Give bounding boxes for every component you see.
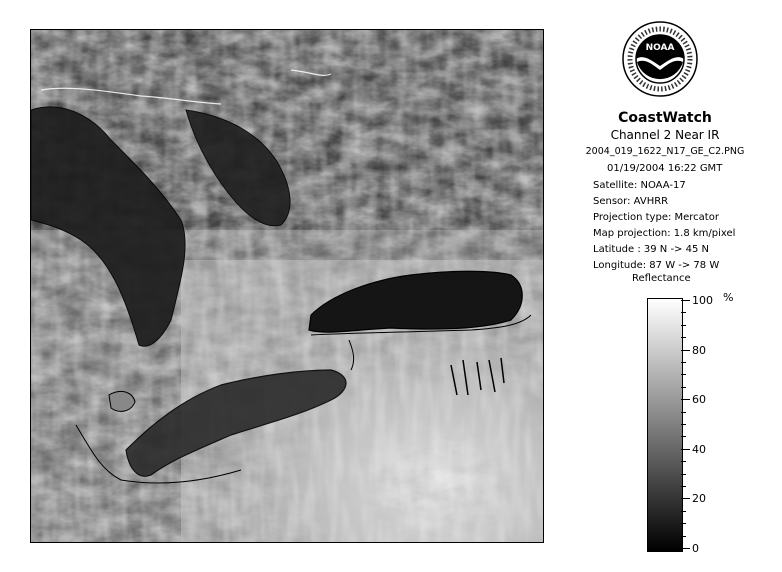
colorbar-major-tick <box>681 498 690 499</box>
sensor-info: Sensor: AVHRR <box>593 196 669 207</box>
projection-type: Projection type: Mercator <box>593 212 719 223</box>
colorbar-minor-tick <box>681 337 686 338</box>
product-name: CoastWatch <box>618 110 712 126</box>
colorbar-minor-tick <box>681 486 686 487</box>
legend-title: Reflectance <box>632 273 691 284</box>
reflectance-colorbar <box>647 298 683 552</box>
legend-unit: % <box>723 291 734 304</box>
satellite-scene <box>31 30 543 542</box>
colorbar-minor-tick <box>681 325 686 326</box>
longitude-range: Longitude: 87 W -> 78 W <box>593 260 720 271</box>
colorbar-minor-tick <box>681 412 686 413</box>
colorbar-minor-tick <box>681 474 686 475</box>
colorbar-minor-tick <box>681 536 686 537</box>
logo-center-text: NOAA <box>645 43 675 53</box>
colorbar-minor-tick <box>681 374 686 375</box>
colorbar-minor-tick <box>681 424 686 425</box>
colorbar-tick-label: 100 <box>692 294 713 307</box>
colorbar-major-tick <box>681 449 690 450</box>
colorbar-major-tick <box>681 350 690 351</box>
noaa-logo <box>621 20 699 98</box>
lake-st-clair <box>109 391 135 411</box>
colorbar-major-tick <box>681 399 690 400</box>
satellite-image <box>30 29 544 543</box>
colorbar-minor-tick <box>681 511 686 512</box>
noaa-emblem-icon <box>621 20 699 98</box>
map-projection: Map projection: 1.8 km/pixel <box>593 228 736 239</box>
colorbar-minor-tick <box>681 362 686 363</box>
colorbar-tick-label: 0 <box>692 542 699 555</box>
image-filename: 2004_019_1622_N17_GE_C2.PNG <box>585 146 745 157</box>
colorbar-minor-tick <box>681 436 686 437</box>
channel-label: Channel 2 Near IR <box>610 128 720 142</box>
colorbar-minor-tick <box>681 461 686 462</box>
colorbar-tick-label: 80 <box>692 343 706 357</box>
colorbar-major-tick <box>681 300 690 301</box>
satellite-info: Satellite: NOAA-17 <box>593 180 686 191</box>
colorbar-tick-label: 20 <box>692 492 706 506</box>
colorbar-tick-label: 60 <box>692 393 706 407</box>
colorbar-minor-tick <box>681 312 686 313</box>
latitude-range: Latitude : 39 N -> 45 N <box>593 244 709 255</box>
acquisition-datetime: 01/19/2004 16:22 GMT <box>607 163 723 174</box>
colorbar-tick-label: 40 <box>692 442 706 456</box>
colorbar-major-tick <box>681 548 690 549</box>
colorbar-minor-tick <box>681 523 686 524</box>
colorbar-minor-tick <box>681 387 686 388</box>
